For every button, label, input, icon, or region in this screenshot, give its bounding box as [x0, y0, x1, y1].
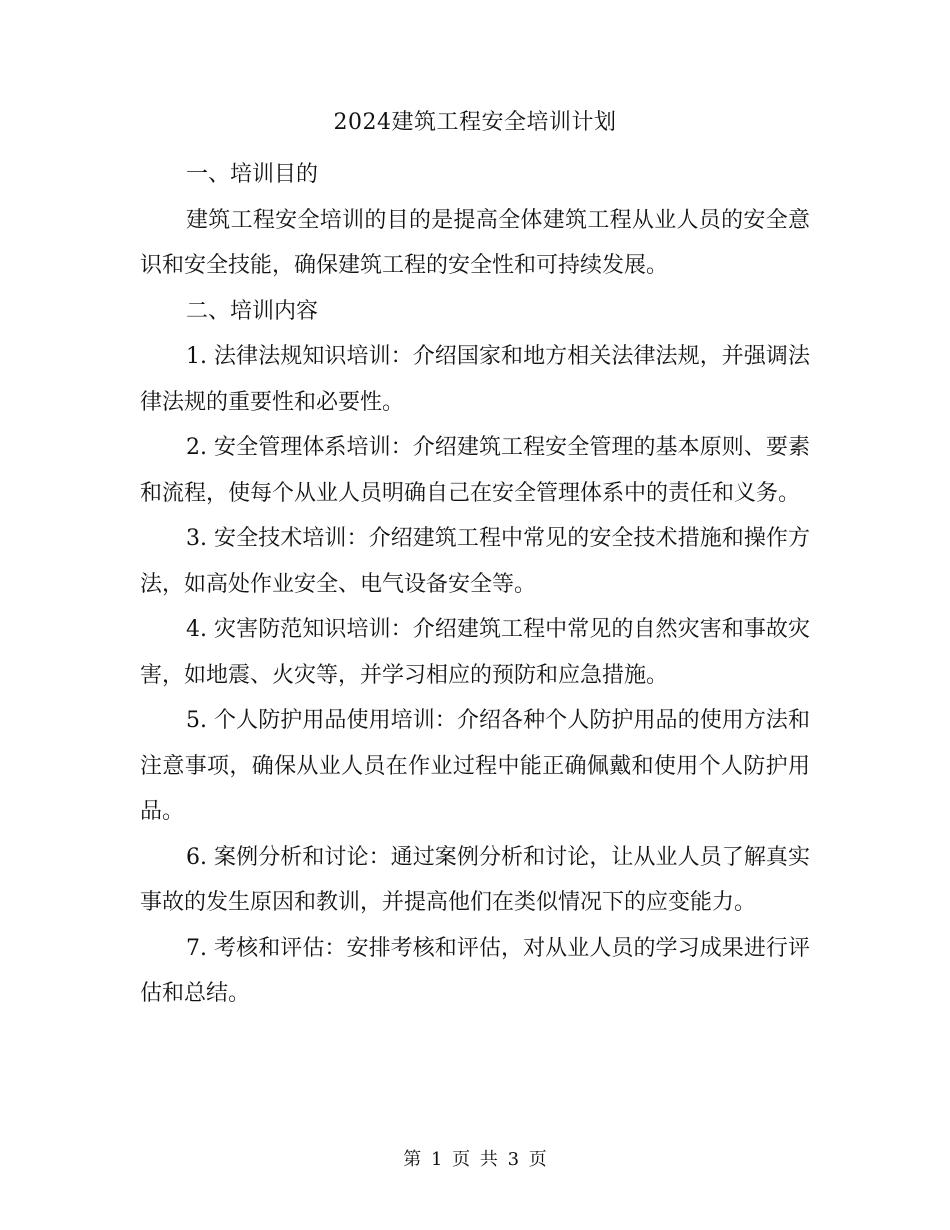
list-item-management-system: 2. 安全管理体系培训：介绍建筑工程安全管理的基本原则、要素和流程，使每个从业人员明确自己在安全管理体系中的责任和义务。	[140, 435, 810, 506]
list-item-laws: 1. 法律法规知识培训：介绍国家和地方相关法律法规，并强调法律法规的重要性和必要性。	[140, 344, 810, 415]
section-heading-content: 二、培训内容	[186, 298, 319, 324]
page-number-footer: 第 1 页 共 3 页	[403, 1149, 547, 1170]
document-body	[140, 152, 810, 1017]
list-item-protective-equipment: 5. 个人防护用品使用培训：介绍各种个人防护用品的使用方法和注意事项，确保从业人员在作业过程中能正确佩戴和使用个人防护用品。	[140, 708, 810, 824]
list-item-assessment: 7. 考核和评估：安排考核和评估，对从业人员的学习成果进行评估和总结。	[140, 935, 810, 1006]
list-item-disaster-prevention: 4. 灾害防范知识培训：介绍建筑工程中常见的自然灾害和事故灾害，如地震、火灾等，并学习相应的预防和应急措施。	[140, 617, 810, 688]
section-heading-purpose: 一、培训目的	[186, 162, 319, 187]
paragraph-purpose: 建筑工程安全培训的目的是提高全体建筑工程从业人员的安全意识和安全技能，确保建筑工程的安全性和可持续发展。	[140, 207, 810, 278]
list-item-safety-technology: 3. 安全技术培训：介绍建筑工程中常见的安全技术措施和操作方法，如高处作业安全、电气设备安全等。	[140, 526, 810, 597]
document-title: 2024建筑工程安全培训计划	[333, 110, 617, 135]
list-item-case-analysis: 6. 案例分析和讨论：通过案例分析和讨论，让从业人员了解真实事故的发生原因和教训，并提高他们在类似情况下的应变能力。	[140, 844, 810, 915]
